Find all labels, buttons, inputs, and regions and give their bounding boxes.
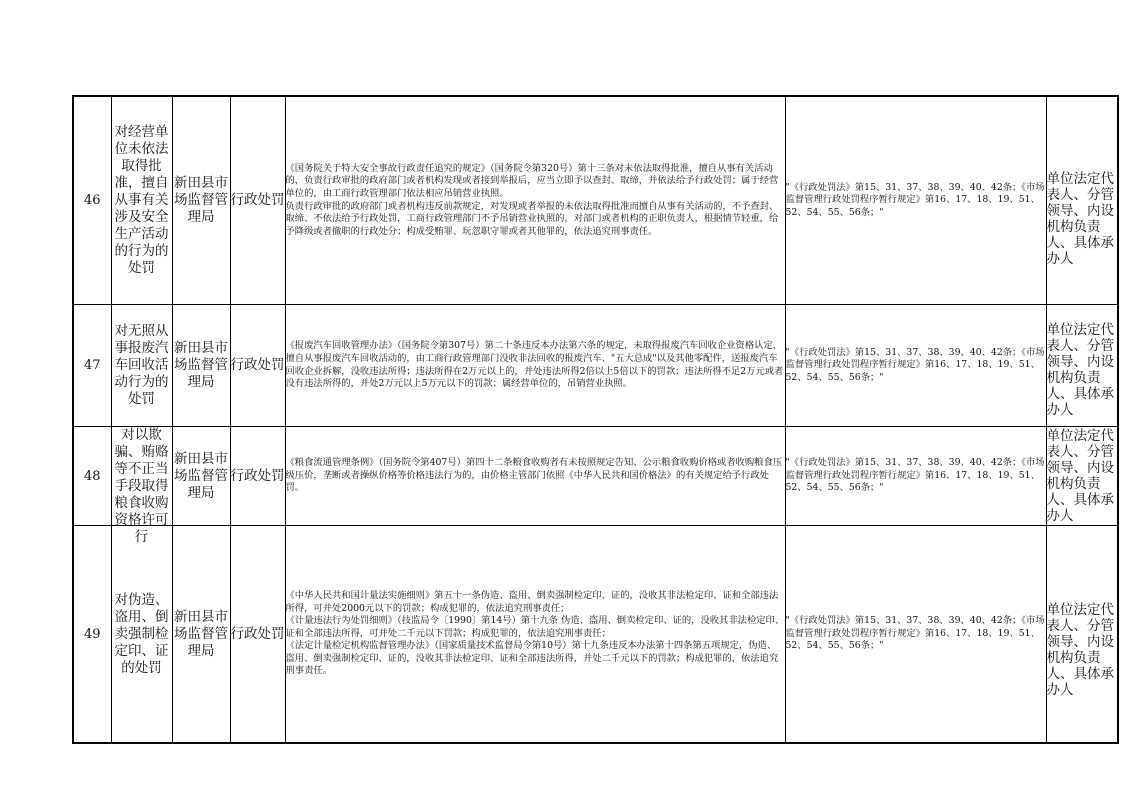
legal-basis-paragraph: 《法定计量检定机构监督管理办法》（国家质量技术监督局令第10号）第十九条违反本办法第十四条第五项规定，伪造、盗用、倒卖强制检定印、证的，没收其非法检定印、证和全部违法所得，并处二千元以下的罚款；构成犯罪的，依法追究刑事责任。 — [285, 640, 779, 677]
responsible-party-cell — [1046, 526, 1118, 744]
legal-basis-cell — [285, 96, 785, 305]
department-cell: 新田县市场监督管理局 — [172, 305, 230, 427]
row-number: 47 — [73, 305, 111, 427]
table-row — [73, 96, 1118, 305]
action-type-cell: 行政处罚 — [230, 305, 285, 427]
item-name: 对无照从事报废汽车回收活动行为的处罚 — [114, 323, 169, 407]
item-name: 对以欺骗、贿赂等不正当手段取得粮食收购资格许可行 — [114, 427, 169, 545]
table-row — [73, 305, 1118, 427]
enforcement-table — [72, 95, 1119, 744]
responsible-party-cell — [1046, 96, 1118, 305]
responsible-party: 单位法定代表人、分管领导、内设机构负责人、具体承办人 — [1046, 428, 1114, 524]
item-name-cell — [111, 427, 172, 545]
legal-basis-cell — [285, 305, 785, 427]
legal-basis-paragraph: 负责行政审批的政府部门或者机构违反前款规定，对发现或者举报的未依法取得批准而擅自从事有关活动的，不予查封、取缔、不依法给予行政处罚，工商行政管理部门不予吊销营业执照的，对部门或者机构的正职负责人，根据情节轻重，给予降级或者撤职的行政处分；构成受贿罪、玩忽职守罪或者其他罪的，依法追究刑事责任。 — [285, 200, 779, 237]
legal-basis-paragraph: 《中华人民共和国计量法实施细则》第五十一条伪造、盗用、倒卖强制检定印、证的，没收其非法检定印、证和全部违法所得，可并处2000元以下的罚款；构成犯罪的，依法追究刑事责任； — [285, 589, 779, 614]
legal-basis-paragraph: 《粮食流通管理条例》（国务院令第407号）第四十二条粮食收购者有未按照规定告知、公示粮食收购价格或者收购粮食压级压价，垄断或者操纵价格等价格违法行为的，由价格主管部门依照《中华人民共和国价格法》的有关规定给予行政处罚。 — [285, 457, 783, 494]
responsible-party: 单位法定代表人、分管领导、内设机构负责人、具体承办人 — [1046, 321, 1114, 418]
row-number: 46 — [73, 96, 111, 305]
responsible-party: 单位法定代表人、分管领导、内设机构负责人、具体承办人 — [1046, 602, 1114, 698]
action-type-cell: 行政处罚 — [230, 427, 285, 526]
item-name-cell — [111, 305, 172, 427]
action-type-cell: 行政处罚 — [230, 96, 285, 305]
procedure-basis-cell: "《行政处罚法》第15、31、37、38、39、40、42条；《市场监督管理行政处罚程序暂行规定》第16、17、18、19、51、52、54、55、56条；" — [785, 526, 1046, 744]
legal-basis-cell — [285, 427, 785, 526]
row-number: 48 — [73, 427, 111, 526]
item-name: 对伪造、盗用、倒卖强制检定印、证的处罚 — [114, 591, 169, 676]
item-name-cell — [111, 526, 172, 744]
legal-basis-paragraph: 《计量违法行为处罚细则》（技监局令〔1990〕第14号）第十九条 伪造、盗用、倒卖检定印、证的，没收其非法检定印、证和全部违法所得，可并处二千元以下罚款；构成犯罪的，依法追究刑事责任； — [285, 615, 785, 639]
department-cell: 新田县市场监督管理局 — [172, 427, 230, 526]
legal-basis-paragraph: 《国务院关于特大安全事故行政责任追究的规定》（国务院令第320号）第十三条对未依法取得批准，擅自从事有关活动的，负责行政审批的政府部门或者机构发现或者接到举报后，应当立即予以查封、取缔，并依法给予行政处罚；属于经营单位的，由工商行政管理部门依法相应吊销营业执照。 — [285, 162, 779, 199]
responsible-party-cell — [1046, 305, 1118, 427]
department-cell: 新田县市场监督管理局 — [172, 526, 230, 744]
legal-basis-cell — [285, 526, 785, 744]
item-name: 对经营单位未依法取得批准，擅自从事有关涉及安全生产活动的行为的处罚 — [114, 124, 169, 276]
responsible-party-cell — [1046, 427, 1118, 526]
department-cell: 新田县市场监督管理局 — [172, 96, 230, 305]
item-name-cell — [111, 96, 172, 305]
action-type-cell: 行政处罚 — [230, 526, 285, 744]
row-number: 49 — [73, 526, 111, 744]
legal-basis-paragraph: 《报废汽车回收管理办法》（国务院令第307号）第二十条违反本办法第六条的规定，未取得报废汽车回收企业资格认定，擅自从事报废汽车回收活动的，由工商行政管理部门没收非法回收的报废汽车、"五大总成"以及其他零配件，送报废汽车回收企业拆解，没收违法所得；违法所得在2万元以上的，并处违法所得2倍以上5倍以下的罚款；违法所得不足2万元或者没有违法所得的，并处2万元以上5万元以下的罚款；属经营单位的，吊销营业执照。 — [285, 340, 784, 390]
procedure-basis-cell: "《行政处罚法》第15、31、37、38、39、40、42条；《市场监督管理行政处罚程序暂行规定》第16、17、18、19、51、52、54、55、56条；" — [785, 305, 1046, 427]
table-row — [73, 427, 1118, 526]
responsible-party: 单位法定代表人、分管领导、内设机构负责人、具体承办人 — [1046, 170, 1114, 267]
procedure-basis-cell: "《行政处罚法》第15、31、37、38、39、40、42条；《市场监督管理行政处罚程序暂行规定》第16、17、18、19、51、52、54、55、56条；" — [785, 96, 1046, 305]
procedure-basis-cell: "《行政处罚法》第15、31、37、38、39、40、42条；《市场监督管理行政处罚程序暂行规定》第16、17、18、19、51、52、54、55、56条；" — [785, 427, 1046, 526]
table-row — [73, 526, 1118, 744]
